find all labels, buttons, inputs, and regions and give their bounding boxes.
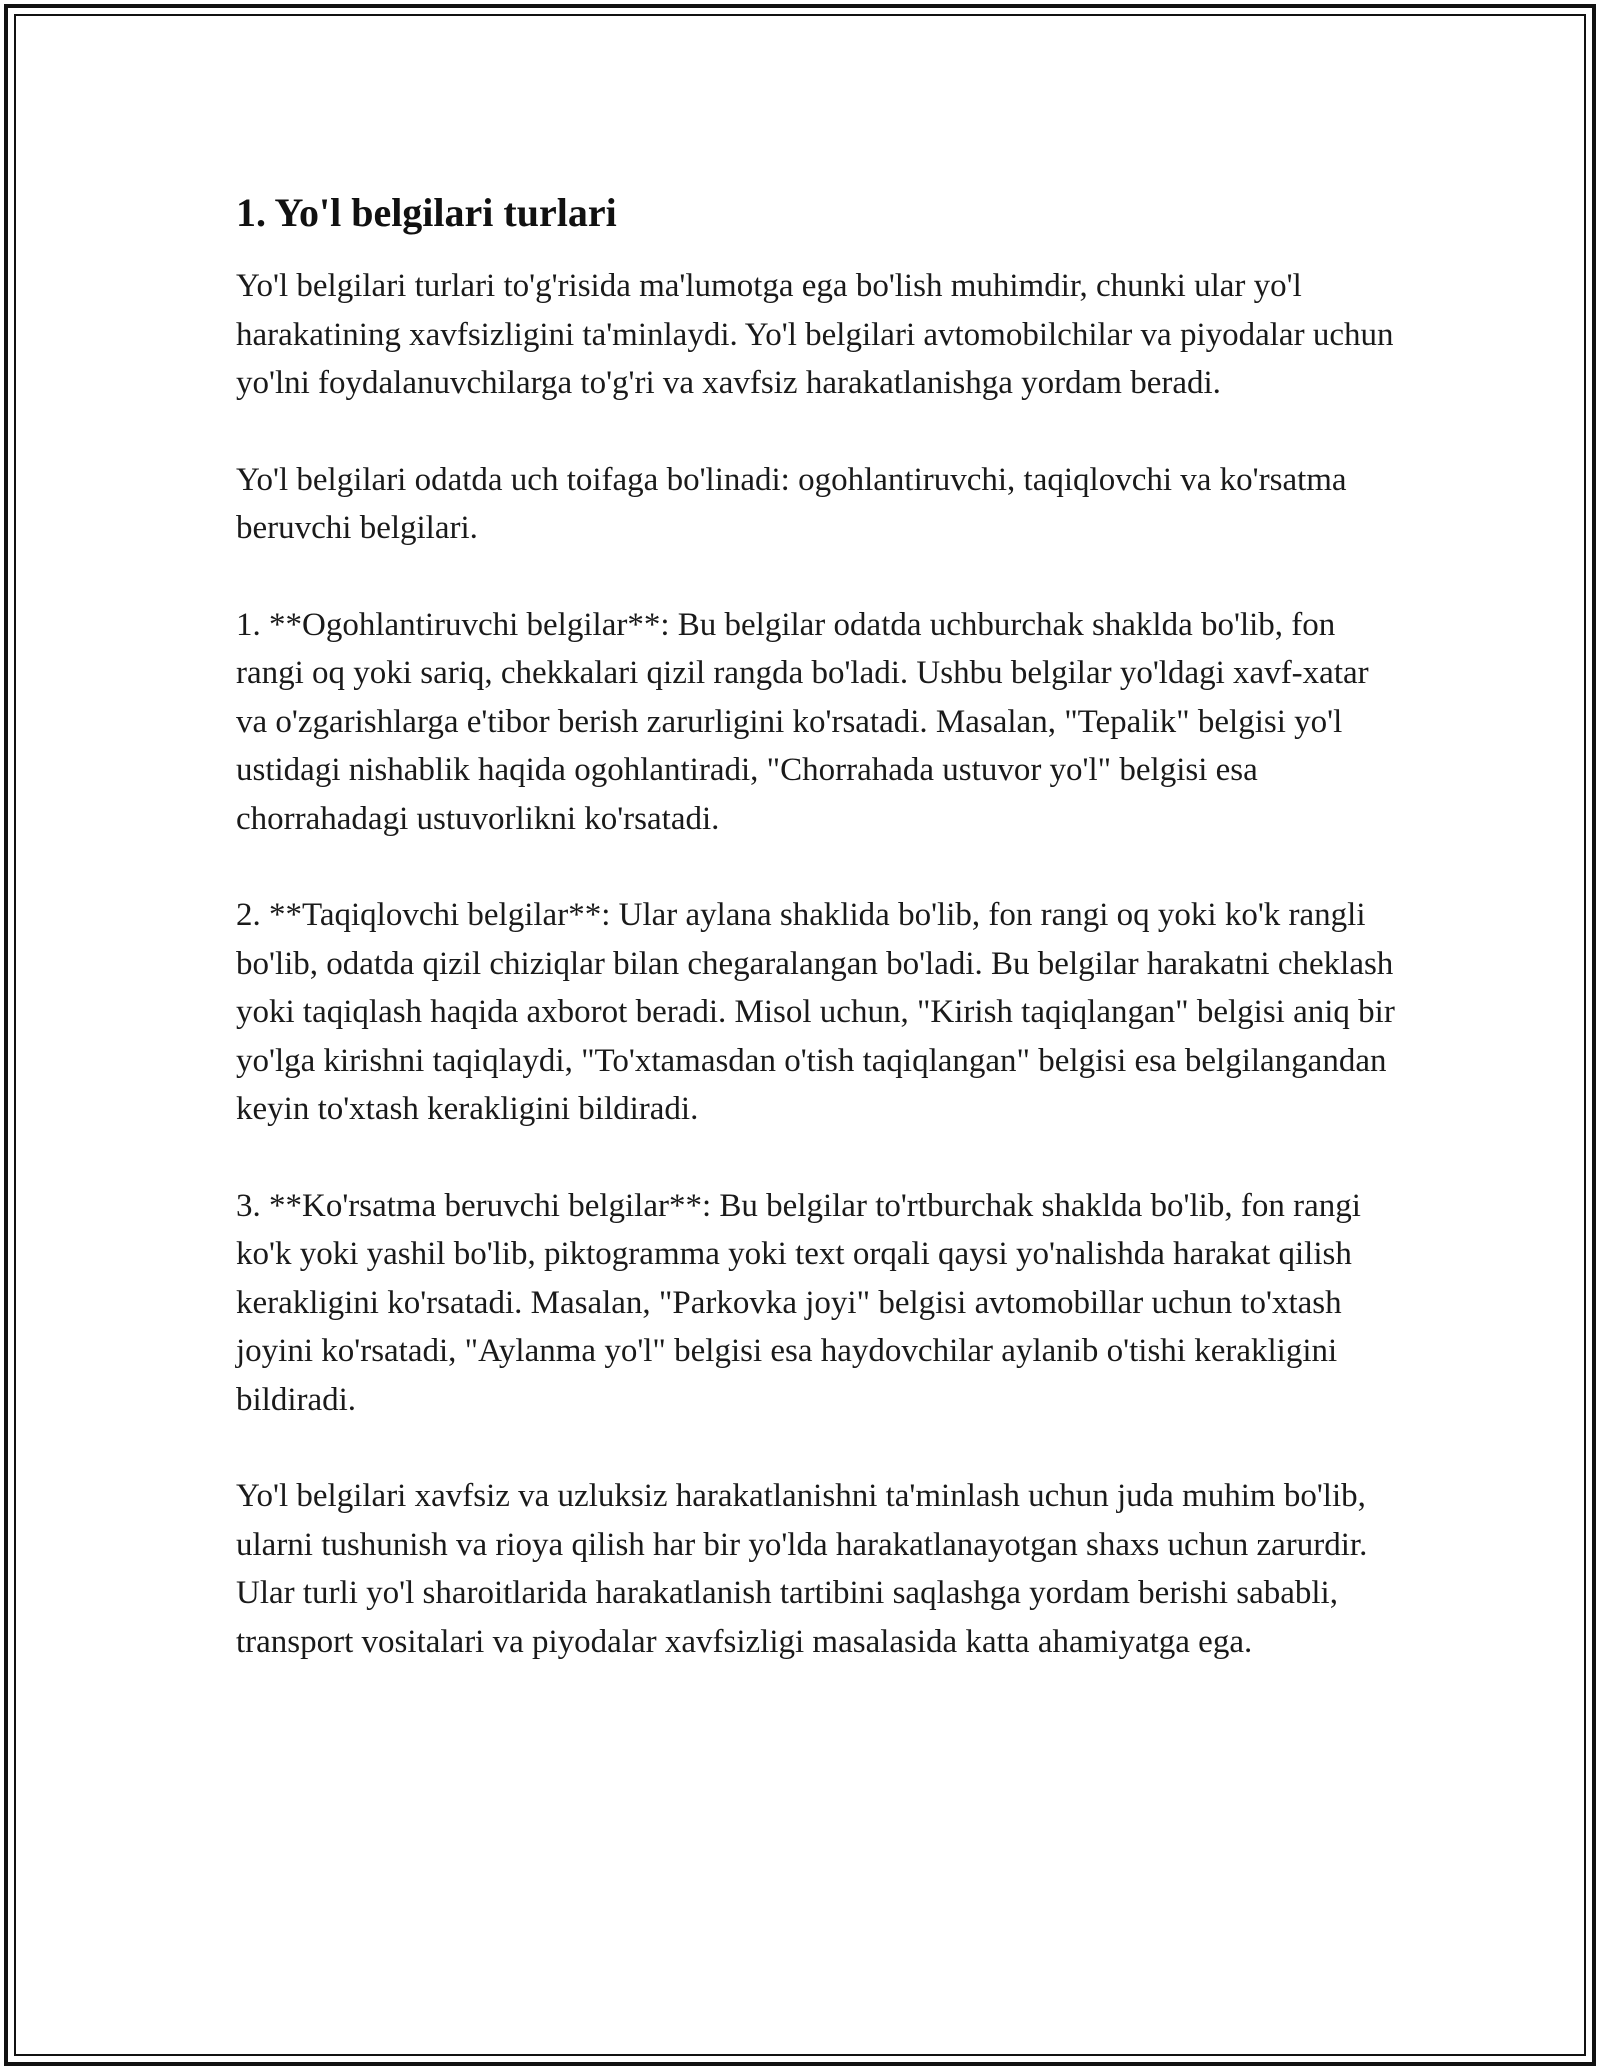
- paragraph-intro: Yo'l belgilari turlari to'g'risida ma'lumotga ega bo'lish muhimdir, chunki ular yo'l harakatining xavfsizligini ta'minlaydi. Yo'l belgilari avtomobilchilar va piyodalar uchun yo'lni foydalanuvchilarga to'g'ri va xavfsiz harakatlanishga yordam beradi.: [236, 268, 1394, 401]
- section-title: 1. Yo'l belgilari turlari: [236, 190, 617, 235]
- paragraph-mandatory-signs: 3. **Ko'rsatma beruvchi belgilar**: Bu belgilar to'rtburchak shaklda bo'lib, fon rangi ko'k yoki yashil bo'lib, piktogramma yoki text orqali qaysi yo'nalishda harakat qilish kerakligini ko'rsatadi. Masalan, "Parkovka joyi" belgisi avtomobillar uchun to'xtash joyini ko'rsatadi, "Aylanma yo'l" belgisi esa haydovchilar aylanib o'tishi kerakligini bildiradi.: [236, 1187, 1361, 1418]
- paragraph-warning-signs: 1. **Ogohlantiruvchi belgilar**: Bu belgilar odatda uchburchak shaklda bo'lib, fon rangi oq yoki sariq, chekkalari qizil rangda bo'ladi. Ushbu belgilar yo'ldagi xavf-xatar va o'zgarishlarga e'tibor berish zarurligini ko'rsatadi. Masalan, "Tepalik" belgisi yo'l ustidagi nishablik haqida ogohlantiradi, "Chorrahada ustuvor yo'l" belgisi esa chorrahadagi ustuvorlikni ko'rsatadi.: [236, 606, 1369, 837]
- paragraph-prohibitory-signs: 2. **Taqiqlovchi belgilar**: Ular aylana shaklida bo'lib, fon rangi oq yoki ko'k rangli bo'lib, odatda qizil chiziqlar bilan chegaralangan bo'ladi. Bu belgilar harakatni cheklash yoki taqiqlash haqida axborot beradi. Misol uchun, "Kirish taqiqlangan" belgisi aniq bir yo'lga kirishni taqiqlaydi, "To'xtamasdan o'tish taqiqlangan" belgisi esa belgilangandan keyin to'xtash kerakligini bildiradi.: [236, 897, 1395, 1127]
- paragraph-categories: Yo'l belgilari odatda uch toifaga bo'linadi: ogohlantiruvchi, taqiqlovchi va ko'rsatma beruvchi belgilari.: [236, 461, 1347, 546]
- document-body: [236, 186, 1396, 1714]
- paragraph-conclusion: Yo'l belgilari xavfsiz va uzluksiz harakatlanishni ta'minlash uchun juda muhim bo'lib, ularni tushunish va rioya qilish har bir yo'lda harakatlanayotgan shaxs uchun zarurdir. Ular turli yo'l sharoitlarida harakatlanish tartibini saqlashga yordam berishi sababli, transport vositalari va piyodalar xavfsizligi masalasida katta ahamiyatga ega.: [236, 1478, 1368, 1660]
